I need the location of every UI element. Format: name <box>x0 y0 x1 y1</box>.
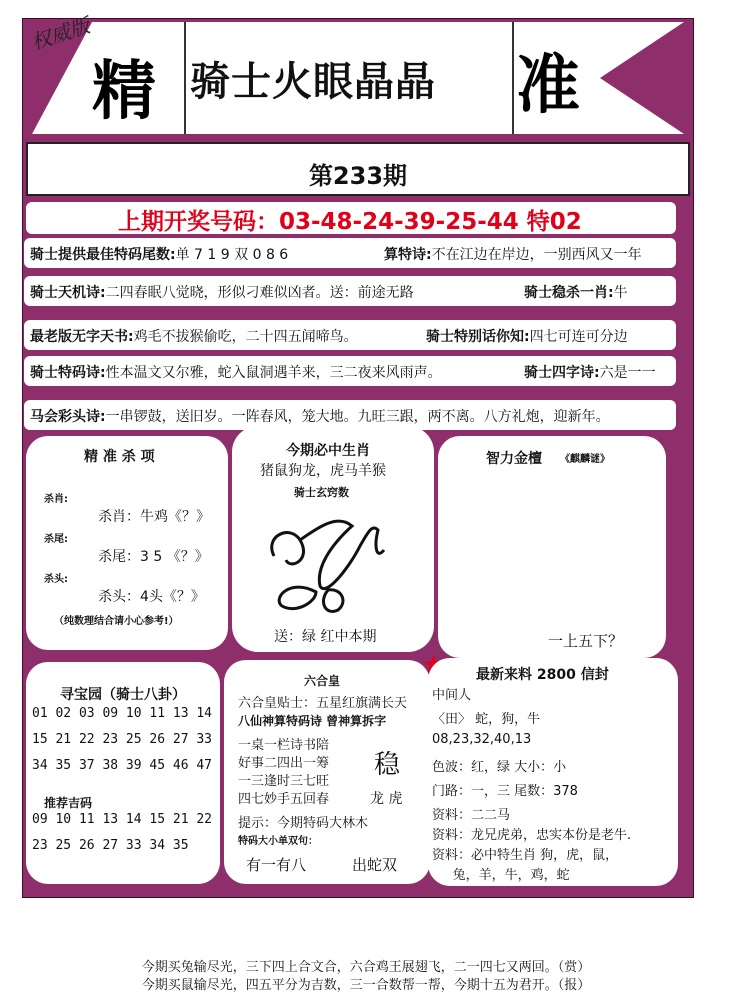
row-heaven-book <box>24 320 676 350</box>
row-label: 骑士稳杀一肖: <box>524 285 614 301</box>
row-label: 骑士天机诗: <box>30 285 106 301</box>
liuhe-size-label: 特码大小单双句： <box>238 836 318 847</box>
puzzle-subtitle: 《麒麟谜》 <box>560 454 610 465</box>
liuhe-poem-line: 一桌一栏诗书陪 <box>238 738 330 753</box>
liuhe-dragon-tiger: 龙 虎 <box>370 791 403 807</box>
left-big-char: 精 <box>92 54 156 129</box>
row-value: 一串锣鼓，送旧岁。一阵春风，笼大地。九旺三跟，两不离。八方礼炮，迎新年。 <box>105 409 610 425</box>
kill-zodiac-label: 杀肖: <box>44 494 68 505</box>
latest-line: 中间人 <box>432 688 472 703</box>
row-label: 最老版无字天书: <box>30 329 134 345</box>
puzzle-title: 智力金檀 <box>486 451 542 467</box>
zodiac-subtitle: 骑士玄窍数 <box>294 486 349 499</box>
liuhe-poem-line: 四七妙手五回春 <box>238 792 330 807</box>
liuhe-immortal: 八仙神算特码诗 曾神算拆字 <box>238 714 387 728</box>
puzzle-panel <box>438 436 666 658</box>
row-label: 马会彩头诗: <box>30 409 106 425</box>
liuhe-size-a: 有一有八 <box>246 856 307 874</box>
treasure-title: 寻宝园（骑士八卦） <box>60 687 186 703</box>
row-value: 鸡毛不拔猴偷吃，二十四五闻啼鸟。 <box>133 329 358 345</box>
row-tail-numbers <box>24 238 676 268</box>
row-value: 单 7 1 9 双 0 8 6 <box>175 247 289 263</box>
footer-line: 今期买鼠输尽光，四五平分为吉数，三一合数帮一帮，今期十五为君开。（报） <box>141 978 591 993</box>
recommend-row: 23 25 26 27 33 34 35 <box>32 838 189 853</box>
row-value: 四七可连可分边 <box>529 329 628 345</box>
zodiac-send: 送：绿 红中本期 <box>274 629 377 645</box>
zodiac-title: 今期必中生肖 <box>286 443 370 459</box>
main-title: 骑士火眼晶晶 <box>190 58 436 105</box>
puzzle-answer: 一上五下？ <box>548 632 624 650</box>
footer-line: 今期买兔输尽光，三下四上合文合，六合鸡王展翅飞，二一四七又两回。（赏） <box>141 960 591 975</box>
kill-head-value: 杀头：4头《？》 <box>98 589 205 605</box>
scribble-figure-icon <box>260 506 400 616</box>
kill-title: 精 准 杀 项 <box>84 449 155 465</box>
zodiac-line: 猪鼠狗龙，虎马羊猴 <box>260 463 386 479</box>
right-big-char: 准 <box>516 48 580 123</box>
divider-right <box>512 22 514 134</box>
liuhe-tip: 六合皇贴士：五星红旗满长天 <box>238 696 408 711</box>
latest-line: 资料：龙兄虎弟，忠实本份是老牛. <box>432 828 632 843</box>
liuhe-hint: 提示：今期特码大林木 <box>238 816 369 831</box>
row-label: 骑士提供最佳特码尾数: <box>30 247 176 263</box>
liuhe-poem-line: 一三逢时三七旺 <box>238 774 330 789</box>
kill-note: （纯数理结合请小心参考!） <box>54 616 179 627</box>
liuhe-poem-line: 好事二四出一筹 <box>238 756 330 771</box>
latest-panel <box>428 658 678 886</box>
latest-line: 资料：必中特生肖 狗，虎，鼠， <box>432 848 619 863</box>
liuhe-big-char: 稳 <box>374 750 401 780</box>
liuhe-panel <box>224 660 430 884</box>
row-value: 不在江边在岸边，一别西风又一年 <box>431 247 642 263</box>
row-label: 骑士特码诗: <box>30 365 106 381</box>
row-tianji-poem <box>24 276 676 306</box>
latest-line: 门路：一，三 尾数：378 <box>432 784 578 799</box>
latest-line: 色波：红，绿 大小：小 <box>432 760 567 775</box>
latest-line: 〈田〉 蛇，狗，牛 <box>432 712 541 727</box>
treasure-panel <box>26 662 220 884</box>
latest-line: 资料：二二马 <box>432 808 511 823</box>
kill-panel <box>26 436 228 650</box>
latest-line: 兔，羊，牛，鸡，蛇 <box>432 868 570 883</box>
liuhe-size-b: 出蛇双 <box>352 856 398 874</box>
treasure-row: 15 21 22 23 25 26 27 33 <box>32 732 213 747</box>
liuhe-title: 六合皇 <box>304 674 341 688</box>
recommend-title: 推荐吉码 <box>44 796 93 810</box>
row-label: 骑士四字诗: <box>524 365 600 381</box>
row-label: 骑士特别话你知: <box>426 329 530 345</box>
last-draw-numbers: 上期开奖号码：03-48-24-39-25-44 特02 <box>118 209 582 235</box>
kill-head-label: 杀头: <box>44 574 68 585</box>
right-corner-triangle <box>592 22 684 134</box>
kill-tail-value: 杀尾：3 5 《？》 <box>98 549 209 565</box>
row-value: 二四春眠八觉晓，形似刁难似凶者。送：前途无路 <box>105 285 414 301</box>
latest-line: 08,23,32,40,13 <box>432 732 532 747</box>
last-draw-bar <box>26 202 676 234</box>
row-label: 算特诗: <box>384 247 432 263</box>
row-value: 性本温文又尔雅，蛇入鼠洞遇羊来，三二夜来风雨声。 <box>105 365 442 381</box>
divider-left <box>184 22 186 134</box>
issue-box <box>26 142 690 196</box>
row-value: 六是一一 <box>599 365 656 381</box>
treasure-row: 34 35 37 38 39 45 46 47 <box>32 758 213 773</box>
recommend-row: 09 10 11 13 14 15 21 22 <box>32 812 213 827</box>
zodiac-panel <box>232 426 434 652</box>
authority-stamp: 权威版 <box>28 13 93 55</box>
issue-number: 第233期 <box>308 162 408 190</box>
kill-tail-label: 杀尾: <box>44 534 68 545</box>
treasure-row: 01 02 03 09 10 11 13 14 <box>32 706 213 721</box>
latest-title: 最新来料 2800 信封 <box>476 667 609 683</box>
kill-zodiac-value: 杀肖：牛鸡《？》 <box>98 509 210 525</box>
row-value: 牛 <box>613 285 628 301</box>
row-special-poem <box>24 356 676 386</box>
